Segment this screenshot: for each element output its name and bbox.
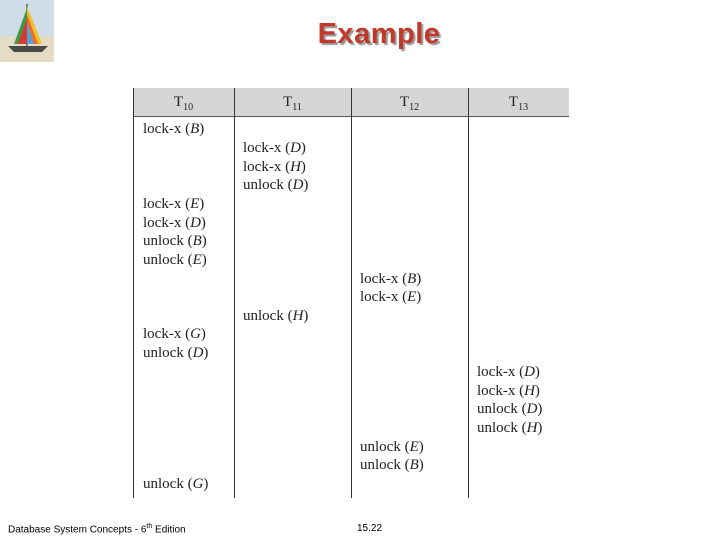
lock-schedule-table <box>133 88 569 498</box>
t11-op: unlock (D) <box>243 177 309 193</box>
header-t12: $T_{12}$ <box>399 94 420 113</box>
header-t11: $T_{11}$ <box>283 94 302 113</box>
t12-op: lock-x (B) <box>360 271 422 287</box>
t12-op: unlock (E) <box>360 439 424 455</box>
t13-op: lock-x (D) <box>477 364 540 380</box>
t11-op: lock-x (H) <box>243 159 306 175</box>
header-t13: $T_{13}$ <box>508 94 529 113</box>
t10-op: unlock (B) <box>143 233 207 249</box>
t12-op: lock-x (E) <box>360 289 422 305</box>
t10-op: lock-x (D) <box>143 215 206 231</box>
t10-op: lock-x (B) <box>143 121 205 137</box>
header-t10: $T_{10}$ <box>173 94 194 113</box>
t10-op: unlock (G) <box>143 476 209 492</box>
t12-op: unlock (B) <box>360 457 424 473</box>
t11-op: unlock (H) <box>243 308 309 324</box>
footer-page-number: 15.22 <box>357 523 383 534</box>
t13-op: lock-x (H) <box>477 383 540 399</box>
column-divider <box>351 88 352 498</box>
t10-op: lock-x (G) <box>143 326 206 342</box>
column-divider <box>133 88 134 498</box>
t10-op: lock-x (E) <box>143 196 205 212</box>
t10-op: unlock (E) <box>143 252 207 268</box>
slide-title: Example <box>317 18 441 50</box>
footer-book-title: Database System Concepts - 6th Edition <box>8 523 186 536</box>
column-divider <box>234 88 235 498</box>
t13-op: unlock (H) <box>477 420 543 436</box>
t10-op: unlock (D) <box>143 345 209 361</box>
sailboat-logo <box>0 0 54 62</box>
column-divider <box>468 88 469 498</box>
t13-op: unlock (D) <box>477 401 543 417</box>
t11-op: lock-x (D) <box>243 140 306 156</box>
